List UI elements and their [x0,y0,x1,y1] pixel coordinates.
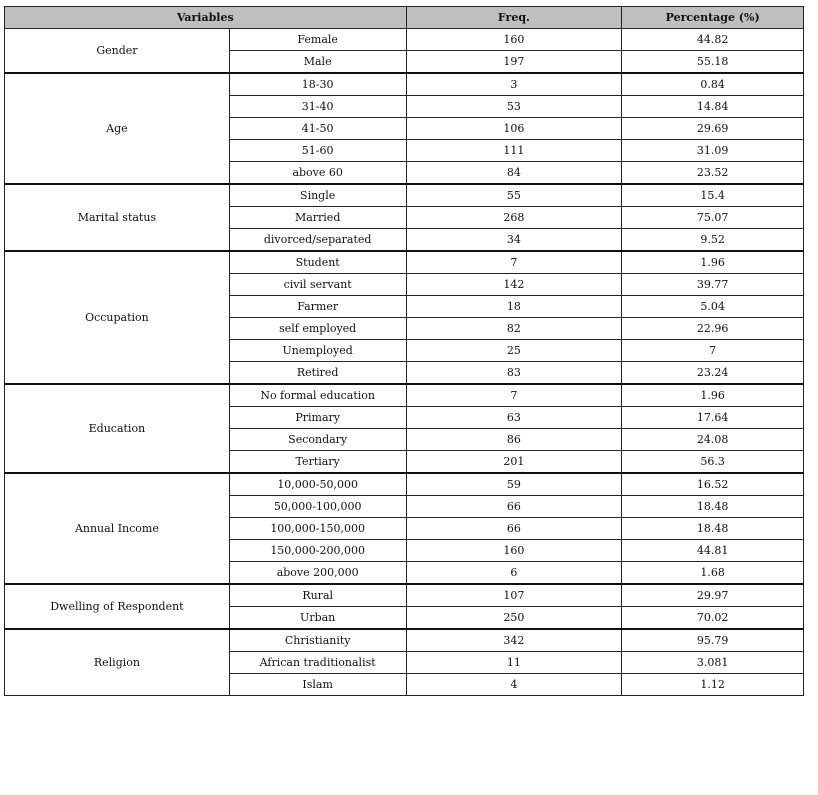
percentage-cell: 1.96 [622,384,804,407]
category-cell: African traditionalist [229,652,406,674]
frequency-cell: 7 [406,251,622,274]
percentage-cell: 29.69 [622,118,804,140]
category-cell: 50,000-100,000 [229,496,406,518]
percentage-cell: 23.52 [622,162,804,185]
frequency-cell: 63 [406,407,622,429]
percentage-cell: 16.52 [622,473,804,496]
frequency-cell: 53 [406,96,622,118]
frequency-cell: 82 [406,318,622,340]
category-cell: above 200,000 [229,562,406,585]
frequency-cell: 201 [406,451,622,474]
category-cell: Rural [229,584,406,607]
frequency-cell: 3 [406,73,622,96]
frequency-cell: 250 [406,607,622,630]
frequency-cell: 107 [406,584,622,607]
category-cell: divorced/separated [229,229,406,252]
percentage-cell: 39.77 [622,274,804,296]
frequency-cell: 160 [406,540,622,562]
percentage-cell: 31.09 [622,140,804,162]
percentage-cell: 56.3 [622,451,804,474]
percentage-cell: 15.4 [622,184,804,207]
frequency-cell: 342 [406,629,622,652]
percentage-cell: 14.84 [622,96,804,118]
category-cell: 150,000-200,000 [229,540,406,562]
frequency-cell: 268 [406,207,622,229]
frequency-cell: 86 [406,429,622,451]
frequency-cell: 142 [406,274,622,296]
frequency-cell: 106 [406,118,622,140]
category-cell: 10,000-50,000 [229,473,406,496]
table-row [5,73,804,96]
percentage-cell: 3.081 [622,652,804,674]
frequency-cell: 34 [406,229,622,252]
table-row [5,384,804,407]
category-cell: Married [229,207,406,229]
table-row [5,251,804,274]
percentage-cell: 5.04 [622,296,804,318]
category-cell: self employed [229,318,406,340]
variable-group-label: Gender [5,29,230,74]
category-cell: Female [229,29,406,51]
percentage-cell: 18.48 [622,518,804,540]
frequency-cell: 66 [406,496,622,518]
variable-group-label: Age [5,73,230,184]
variable-group-label: Dwelling of Respondent [5,584,230,629]
percentage-cell: 9.52 [622,229,804,252]
category-cell: 31-40 [229,96,406,118]
variable-group-label: Annual Income [5,473,230,584]
category-cell: Islam [229,674,406,696]
category-cell: Secondary [229,429,406,451]
table-row [5,473,804,496]
header-freq: Freq. [406,7,622,29]
variable-group-label: Occupation [5,251,230,384]
percentage-cell: 75.07 [622,207,804,229]
category-cell: Christianity [229,629,406,652]
table-row [5,29,804,51]
frequency-cell: 83 [406,362,622,385]
table-row [5,584,804,607]
percentage-cell: 29.97 [622,584,804,607]
category-cell: Farmer [229,296,406,318]
frequency-cell: 111 [406,140,622,162]
category-cell: 51-60 [229,140,406,162]
frequency-cell: 11 [406,652,622,674]
frequency-cell: 25 [406,340,622,362]
percentage-cell: 44.81 [622,540,804,562]
percentage-cell: 44.82 [622,29,804,51]
percentage-cell: 0.84 [622,73,804,96]
category-cell: Primary [229,407,406,429]
percentage-cell: 1.96 [622,251,804,274]
percentage-cell: 7 [622,340,804,362]
variable-group-label: Education [5,384,230,473]
table-row [5,184,804,207]
variable-group-label: Religion [5,629,230,696]
demographics-table [4,6,804,696]
variable-group-label: Marital status [5,184,230,251]
category-cell: Student [229,251,406,274]
frequency-cell: 4 [406,674,622,696]
frequency-cell: 59 [406,473,622,496]
percentage-cell: 23.24 [622,362,804,385]
frequency-cell: 18 [406,296,622,318]
percentage-cell: 24.08 [622,429,804,451]
category-cell: Single [229,184,406,207]
header-row [5,7,804,29]
percentage-cell: 17.64 [622,407,804,429]
category-cell: Unemployed [229,340,406,362]
percentage-cell: 55.18 [622,51,804,74]
percentage-cell: 22.96 [622,318,804,340]
header-variables: Variables [5,7,407,29]
category-cell: Tertiary [229,451,406,474]
category-cell: Urban [229,607,406,630]
frequency-cell: 7 [406,384,622,407]
category-cell: No formal education [229,384,406,407]
percentage-cell: 18.48 [622,496,804,518]
category-cell: 41-50 [229,118,406,140]
category-cell: 100,000-150,000 [229,518,406,540]
percentage-cell: 95.79 [622,629,804,652]
category-cell: Male [229,51,406,74]
frequency-cell: 55 [406,184,622,207]
category-cell: above 60 [229,162,406,185]
category-cell: Retired [229,362,406,385]
percentage-cell: 1.68 [622,562,804,585]
frequency-cell: 84 [406,162,622,185]
percentage-cell: 70.02 [622,607,804,630]
header-percentage: Percentage (%) [622,7,804,29]
frequency-cell: 160 [406,29,622,51]
percentage-cell: 1.12 [622,674,804,696]
frequency-cell: 6 [406,562,622,585]
table-row [5,629,804,652]
table-body [5,29,804,696]
category-cell: 18-30 [229,73,406,96]
frequency-cell: 66 [406,518,622,540]
frequency-cell: 197 [406,51,622,74]
category-cell: civil servant [229,274,406,296]
